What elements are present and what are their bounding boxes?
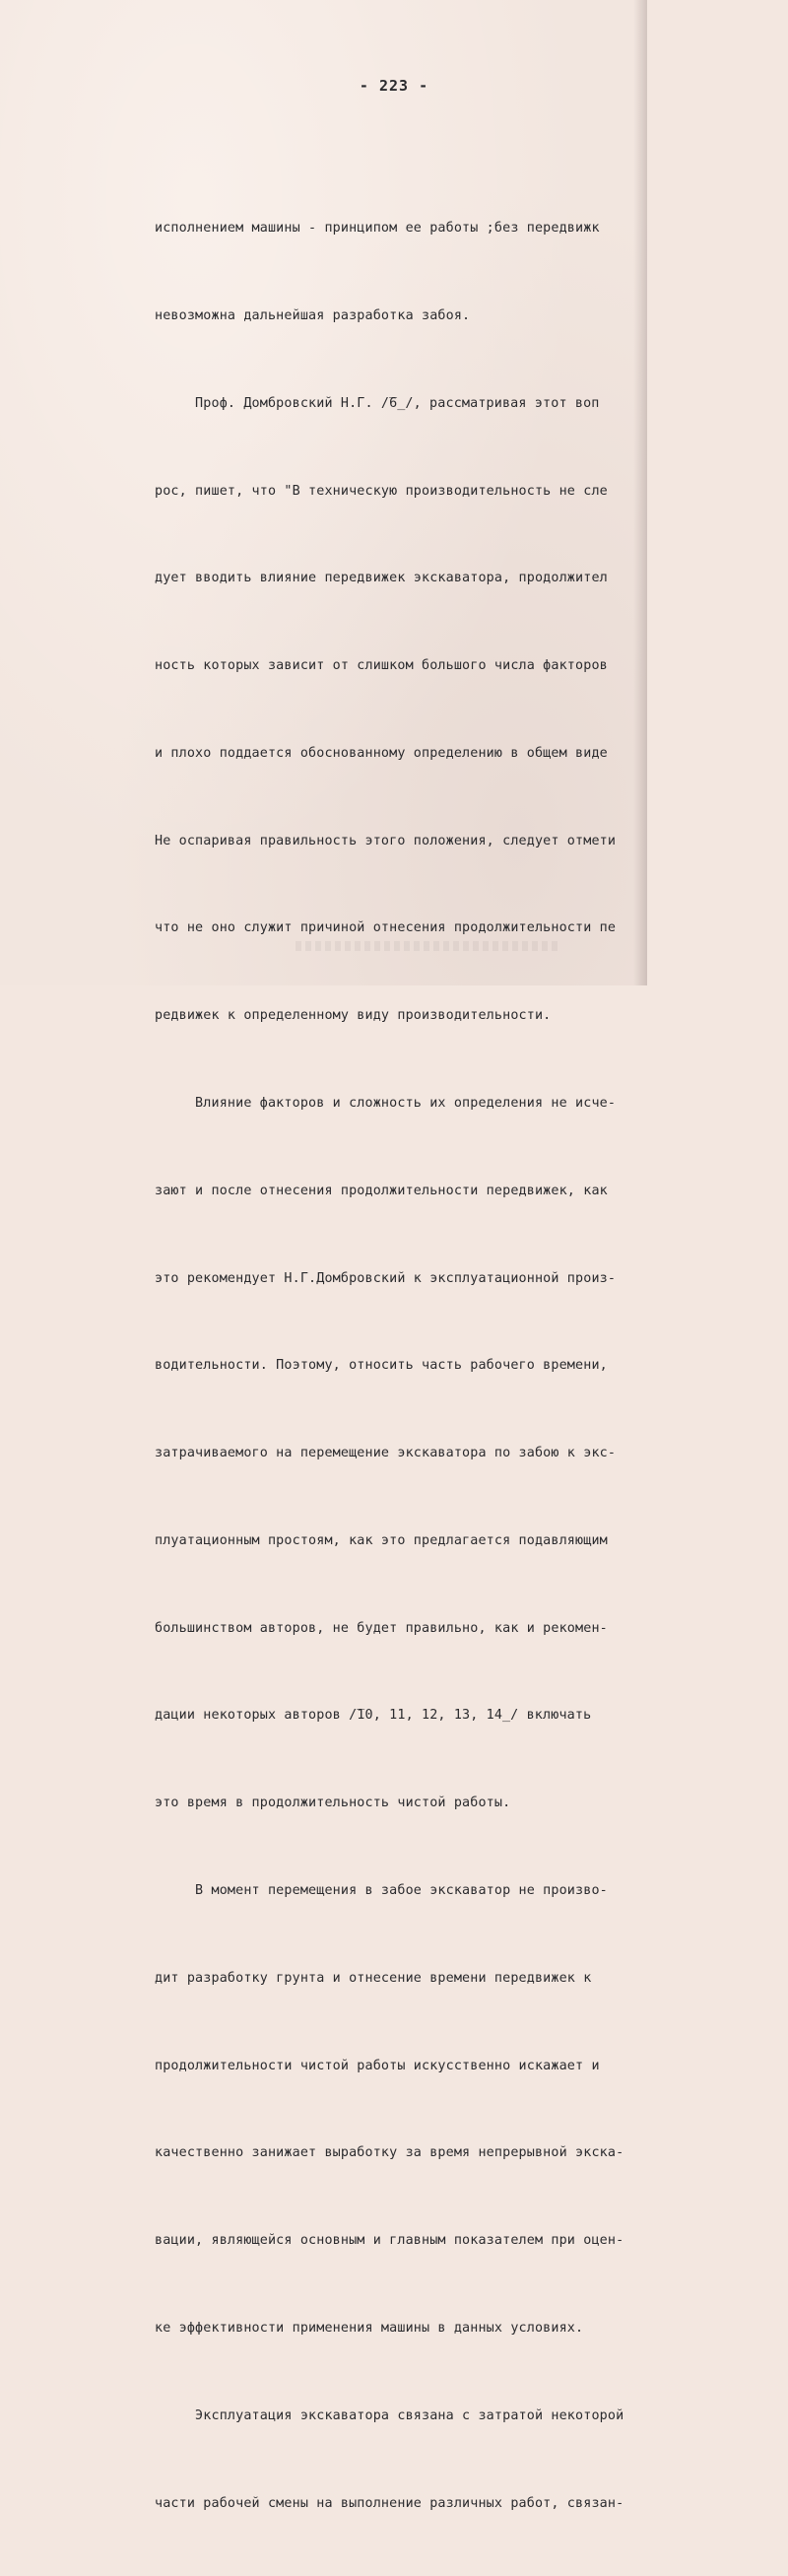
body-text	[155, 156, 667, 2576]
text-line: качественно занижает выработку за время непрерывной экска-	[155, 2145, 624, 2161]
text-line: большинством авторов, не будет правильно, как и рекомен-	[155, 1620, 608, 1636]
text-line: водительности. Поэтому, относить часть рабочего времени,	[155, 1358, 608, 1374]
text-line: вации, являющейся основным и главным показателем при оцен-	[155, 2233, 624, 2249]
text-line: Не оспаривая правильность этого положения, следует отмети	[155, 833, 617, 848]
text-line: части рабочей смены на выполнение различных работ, связан-	[155, 2495, 624, 2511]
text-line: затрачиваемого на перемещение экскаватора по забою к экс-	[155, 1446, 617, 1461]
text-line: исполнением машины - принципом ее работы ;без передвижк	[155, 221, 600, 237]
text-line: что не оно служит причиной отнесения продолжительности пе	[155, 920, 617, 936]
text-line: Проф. Домбровский Н.Г. /̅6̲/, рассматривая этот воп	[155, 395, 600, 411]
text-line: это время в продолжительность чистой работы.	[155, 1796, 511, 1811]
text-line: невозможна дальнейшая разработка забоя.	[155, 307, 471, 323]
text-line: Эксплуатация экскаватора связана с затратой некоторой	[155, 2407, 624, 2423]
text-line: дит разработку грунта и отнесение времени передвижек к	[155, 1970, 592, 1986]
text-line: и плохо поддается обоснованному определению в общем виде	[155, 745, 608, 761]
text-line: ность которых зависит от слишком большого числа факторов	[155, 658, 608, 674]
text-line: плуатационным простоям, как это предлагается подавляющим	[155, 1532, 608, 1548]
page-number: - 223 -	[359, 77, 429, 95]
text-line: дации некоторых авторов /̅10, 11, 12, 13, 14̲/ включать	[155, 1708, 592, 1724]
text-line: зают и после отнесения продолжительности передвижек, как	[155, 1183, 608, 1198]
text-line: редвижек к определенному виду производительности.	[155, 1008, 552, 1024]
text-line: В момент перемещения в забое экскаватор не произво-	[155, 1883, 608, 1899]
text-line: это рекомендует Н.Г.Домбровский к эксплуатационной произ-	[155, 1270, 617, 1286]
text-line: продолжительности чистой работы искусственно искажает и	[155, 2058, 600, 2073]
text-line: ке эффективности применения машины в данных условиях.	[155, 2320, 584, 2336]
text-line: рос, пишет, что "В техническую производительность не сле	[155, 483, 608, 499]
faint-bleed-through-text	[296, 941, 561, 951]
text-line: Влияние факторов и сложность их определения не исче-	[155, 1096, 617, 1111]
text-line: дует вводить влияние передвижек экскаватора, продолжител	[155, 571, 608, 586]
